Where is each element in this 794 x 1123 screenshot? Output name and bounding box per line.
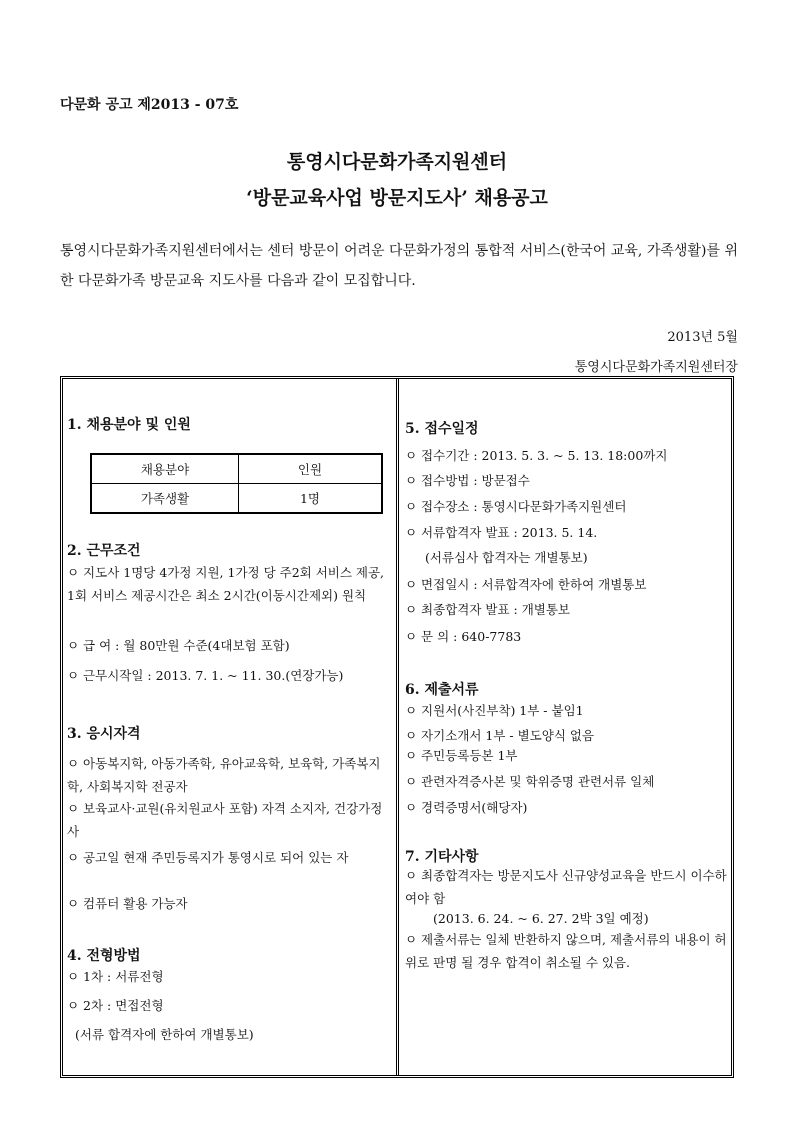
table-cell-count: 1명 xyxy=(239,484,383,514)
section-5-item-4-note: (서류심사 합격자는 개별통보) xyxy=(425,550,588,565)
section-5-item-5: ㅇ 면접일시 : 서류합격자에 한하여 개별통보 xyxy=(405,577,647,592)
section-2-item-3: ㅇ 근무시작일 : 2013. 7. 1. ~ 11. 30.(연장가능) xyxy=(67,668,344,683)
section-2-title: 2. 근무조건 xyxy=(67,543,141,559)
section-3-item-2: ㅇ 보육교사·교원(유치원교사 포함) 자격 소지자, 건강가정사 xyxy=(67,801,383,839)
title-announcement: ‘방문교육사업 방문지도사’ 채용공고 xyxy=(246,187,548,209)
section-3-title: 3. 응시자격 xyxy=(67,726,141,742)
section-2-item-1: ㅇ 지도사 1명당 4가정 지원, 1가정 당 주2회 서비스 제공, 1회 서비스 제공시간은 최소 2시간(이동시간제외) 원칙 xyxy=(67,565,385,603)
intro-paragraph: 통영시다문화가족지원센터에서는 센터 방문이 어려운 다문화가정의 통합적 서비스(한국어 교육, 가족생활)를 위한 다문화가족 방문교육 지도사를 다음과 같이 모집합니다. xyxy=(60,243,738,289)
section-4-title: 4. 전형방법 xyxy=(67,948,141,964)
section-6-item-4: ㅇ 관련자격증사본 및 학위증명 관련서류 일체 xyxy=(405,774,655,789)
section-2-item-2: ㅇ 급 여 : 월 80만원 수준(4대보험 포함) xyxy=(67,638,290,653)
table-header-count: 인원 xyxy=(239,454,383,484)
announcement-date: 2013년 5월 xyxy=(667,330,738,345)
title-organization: 통영시다문화가족지원센터 xyxy=(286,151,508,173)
table-cell-field: 가족생활 xyxy=(91,484,239,514)
section-1-title: 1. 채용분야 및 인원 xyxy=(67,417,191,433)
section-5-item-7: ㅇ 문 의 : 640-7783 xyxy=(405,629,522,644)
section-3-item-3: ㅇ 공고일 현재 주민등록지가 통영시로 되어 있는 자 xyxy=(67,850,349,865)
section-7-item-2: ㅇ 제출서류는 일체 반환하지 않으며, 제출서류의 내용이 허위로 판명 될 경우 합격이 취소될 수 있음. xyxy=(405,932,727,970)
section-6-title: 6. 제출서류 xyxy=(405,682,479,698)
section-7-title: 7. 기타사항 xyxy=(405,849,479,865)
section-5-title: 5. 접수일정 xyxy=(405,421,479,437)
section-5-item-6: ㅇ 최종합격자 발표 : 개별통보 xyxy=(405,602,571,617)
section-3-item-1: ㅇ 아동복지학, 아동가족학, 유아교육학, 보육학, 가족복지학, 사회복지학 전공자 xyxy=(67,756,381,794)
section-5-item-4: ㅇ 서류합격자 발표 : 2013. 5. 14. xyxy=(405,525,598,540)
table-row xyxy=(91,484,382,514)
section-6-item-2: ㅇ 자기소개서 1부 - 별도양식 없음 xyxy=(405,728,595,743)
section-6-item-1: ㅇ 지원서(사진부착) 1부 - 붙임1 xyxy=(405,703,584,718)
section-5-item-2: ㅇ 접수방법 : 방문접수 xyxy=(405,473,530,488)
section-6-item-5: ㅇ 경력증명서(해당자) xyxy=(405,800,528,815)
signature-line: 통영시다문화가족지원센터장 xyxy=(574,360,738,375)
column-divider xyxy=(396,379,399,1075)
section-4-note: (서류 합격자에 한하여 개별통보) xyxy=(75,1027,254,1042)
section-6-item-3: ㅇ 주민등록등본 1부 xyxy=(405,748,518,763)
section-5-item-1: ㅇ 접수기간 : 2013. 5. 3. ~ 5. 13. 18:00까지 xyxy=(405,448,668,463)
section-3-item-4: ㅇ 컴퓨터 활용 가능자 xyxy=(67,896,188,911)
document-number: 다문화 공고 제2013 - 07호 xyxy=(60,97,239,113)
hiring-table xyxy=(90,453,383,514)
table-header-field: 채용분야 xyxy=(91,454,239,484)
section-4-item-1: ㅇ 1차 : 서류전형 xyxy=(67,969,164,984)
section-5-item-3: ㅇ 접수장소 : 통영시다문화가족지원센터 xyxy=(405,499,627,514)
section-7-item-1-note: (2013. 6. 24. ~ 6. 27. 2박 3일 예정) xyxy=(433,911,649,926)
section-4-item-2: ㅇ 2차 : 면접전형 xyxy=(67,998,164,1013)
table-header-row xyxy=(91,454,382,484)
section-7-item-1: ㅇ 최종합격자는 방문지도사 신규양성교육을 반드시 이수하여야 함 xyxy=(405,868,727,906)
